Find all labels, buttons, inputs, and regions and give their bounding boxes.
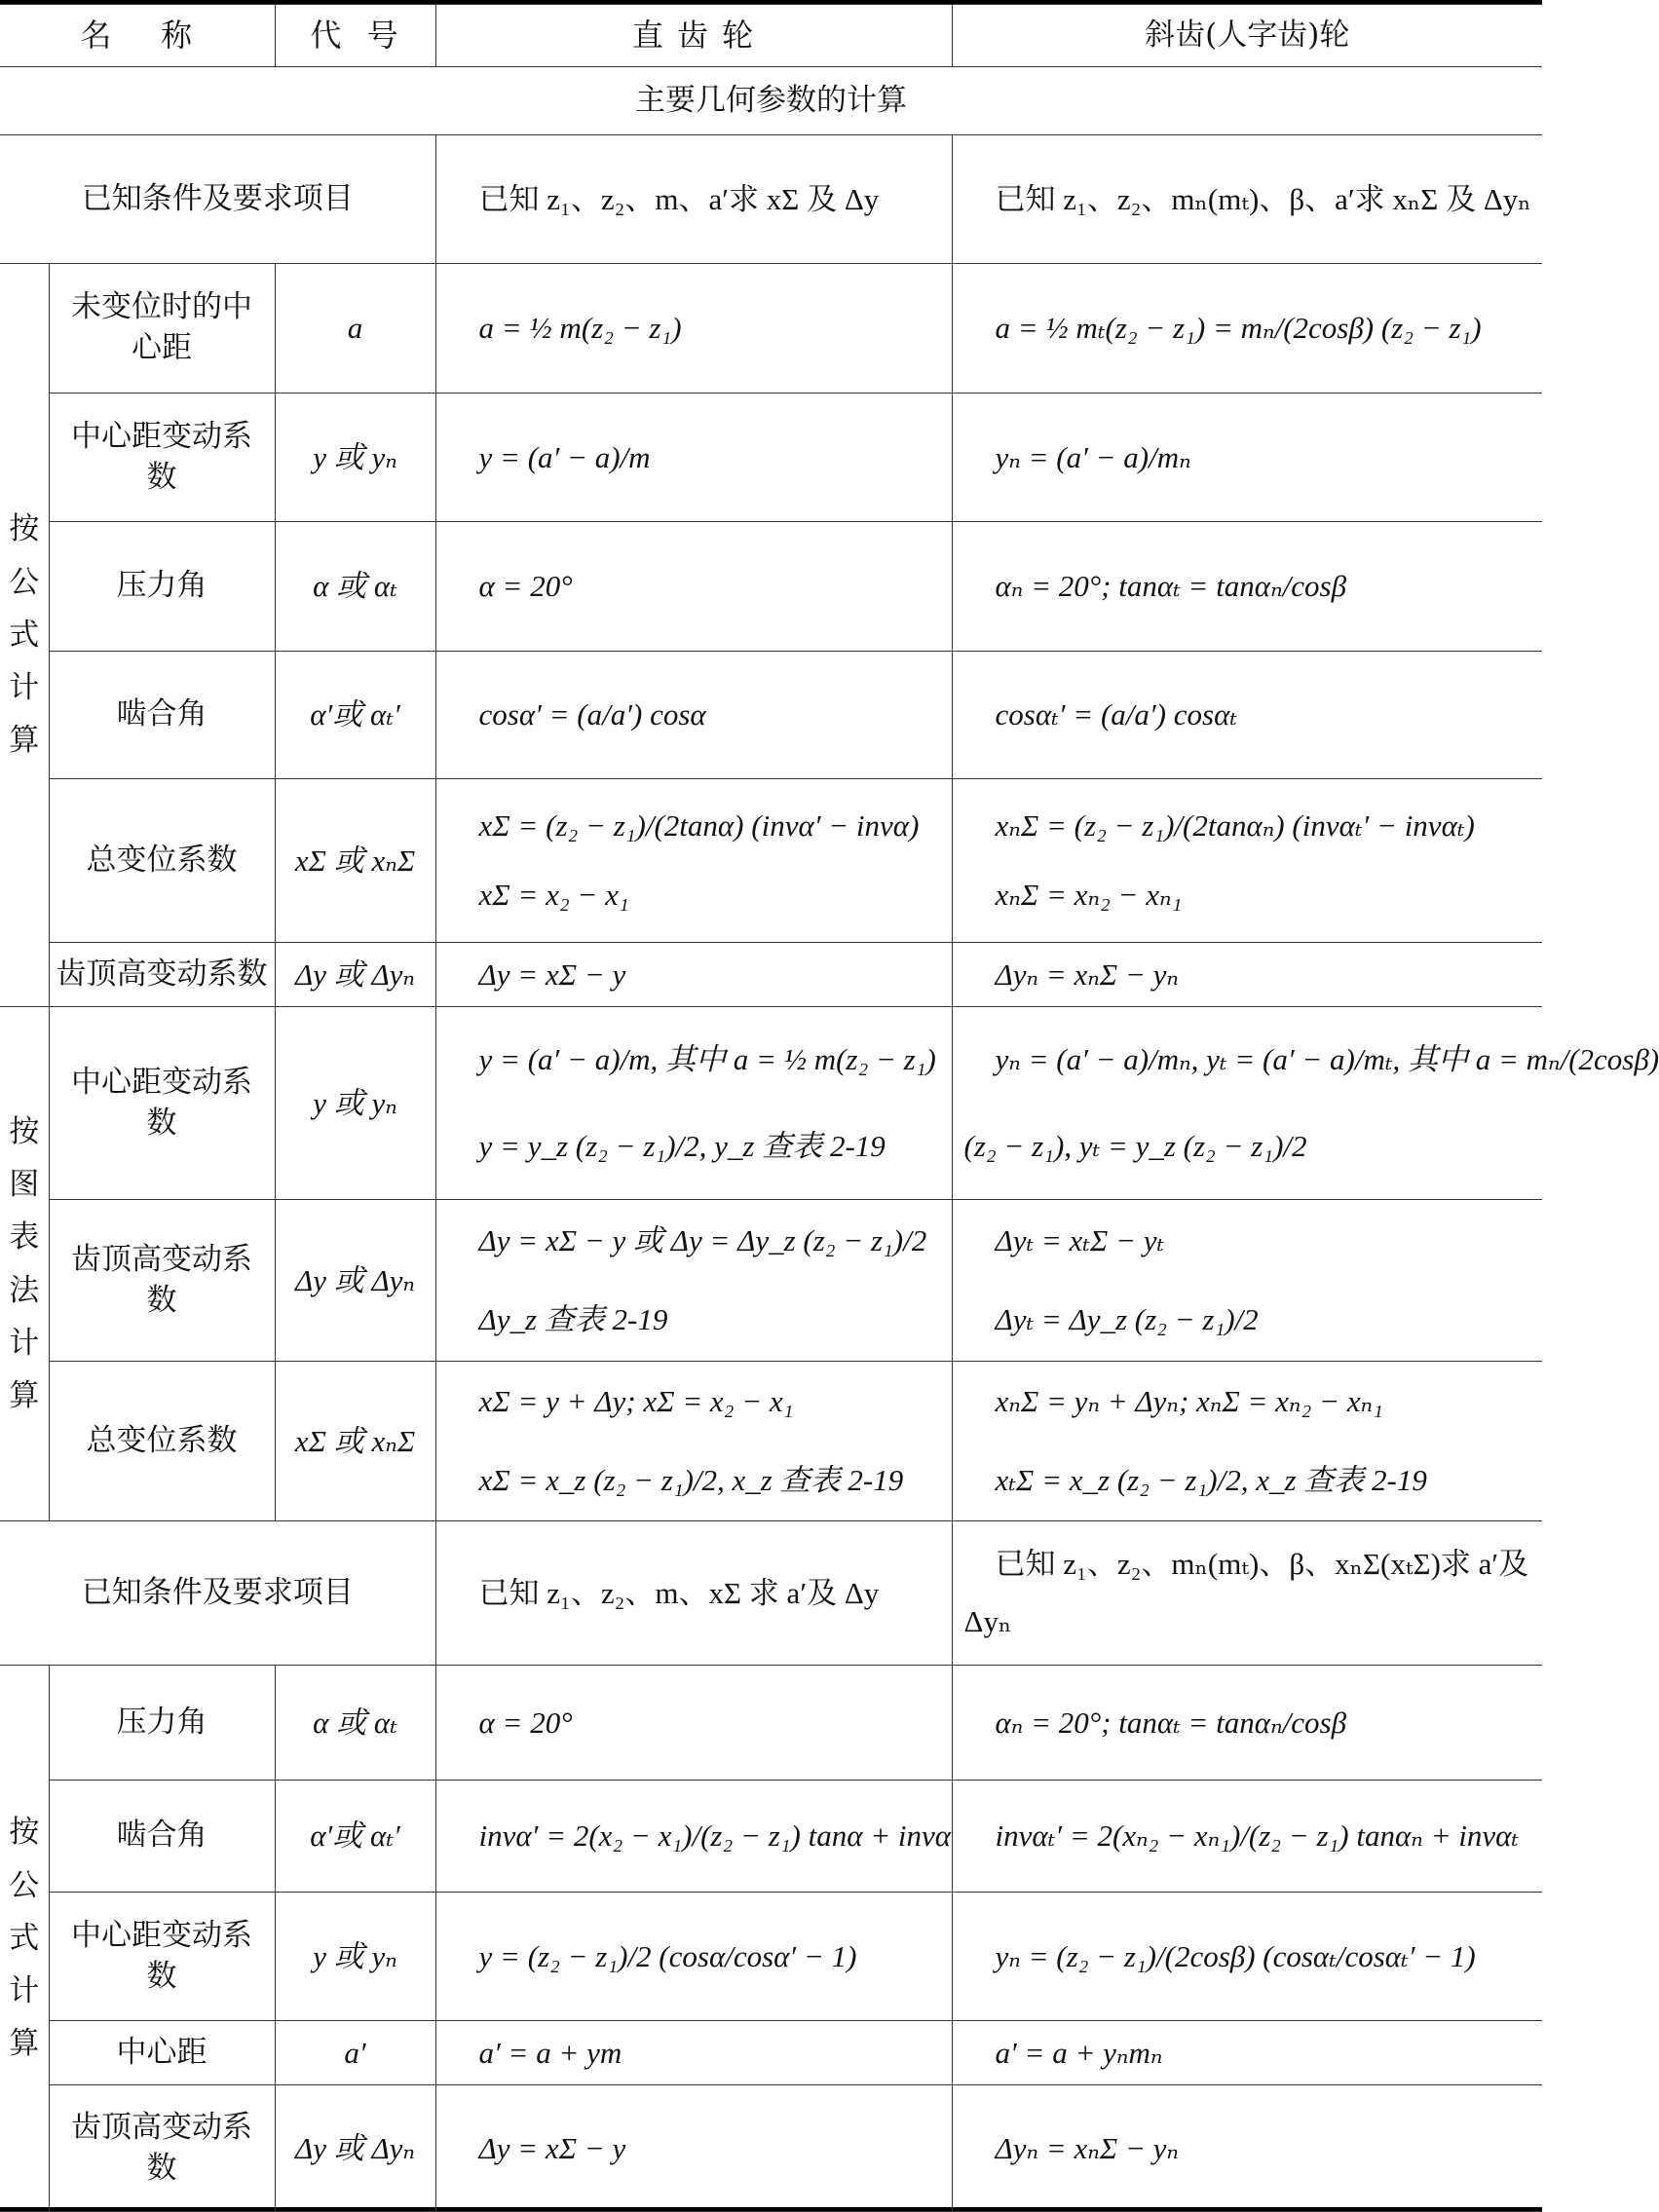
row-name: 压力角 [49,1666,275,1781]
row-name: 未变位时的中心距 [49,264,275,394]
row-name: 总变位系数 [49,779,275,943]
spur-formula-line: y = (a′ − a)/m, 其中 a = ½ m(z₂ − z₁) [478,1041,936,1076]
spur-formula-line: Δy_z 查表 2-19 [478,1301,668,1336]
spur-formula: y = (z₂ − z₁)/2 (cosα/cosα′ − 1) [435,1893,952,2021]
header-name: 名 称 [0,5,275,67]
section-title-row [0,67,1542,135]
row-name: 啮合角 [49,1781,275,1893]
row-code: α 或 αₜ [275,1666,435,1781]
spur-formula-line: xΣ = x_z (z₂ − z₁)/2, x_z 查表 2-19 [478,1462,904,1497]
group-chart [0,1007,49,1521]
group-chart-char: 法 [9,1272,40,1308]
row-code: a [275,264,435,394]
row-code: xΣ 或 xₙΣ [275,1362,435,1521]
table-row [0,1362,1542,1521]
known-b-helical-line: Δyₙ [963,1603,1012,1638]
helical-formula [952,1007,1659,1200]
header-spur: 直 齿 轮 [435,5,952,67]
row-code: Δy 或 Δyₙ [275,1200,435,1362]
spur-formula [435,1362,952,1521]
spur-formula [435,779,952,943]
spur-formula [435,1007,952,1200]
row-name: 中心距 [49,2021,275,2085]
spur-formula: α = 20° [435,1666,952,1781]
helical-formula: Δyₙ = xₙΣ − yₙ [952,2085,1542,2212]
header-helical: 斜齿(人字齿)轮 [952,5,1542,67]
helical-formula: Δyₙ = xₙΣ − yₙ [952,943,1542,1007]
group-chart-char: 计 [9,1325,40,1361]
known-row-b [0,1521,1542,1666]
group-formula-1-char: 计 [9,670,40,706]
helical-formula: yₙ = (z₂ − z₁)/(2cosβ) (cosαₜ/cosαₜ′ − 1) [952,1893,1542,2021]
group-formula-1-char: 算 [9,723,40,759]
known-row-a [0,135,1542,264]
helical-formula: αₙ = 20°; tanαₜ = tanαₙ/cosβ [952,522,1542,652]
row-name: 齿顶高变动系数 [49,1200,275,1362]
group-chart-char: 表 [9,1219,40,1256]
helical-formula: a′ = a + yₙmₙ [952,2021,1542,2085]
table-row [0,2021,1542,2085]
group-formula-1 [0,264,49,1007]
known-b-helical [952,1521,1542,1666]
known-a-spur: 已知 z₁、z₂、m、a′求 xΣ 及 Δy [435,135,952,264]
group-chart-char: 算 [9,1378,40,1413]
table-row [0,779,1542,943]
spur-formula-line: xΣ = (z₂ − z₁)/(2tanα) (invα′ − invα) [478,807,920,843]
helical-formula [952,779,1542,943]
spur-formula [435,1200,952,1362]
group-formula-2-char: 式 [9,1920,40,1956]
table-row [0,1893,1542,2021]
known-b-label: 已知条件及要求项目 [0,1521,435,1666]
table-row [0,1007,1542,1200]
row-code: a′ [275,2021,435,2085]
known-a-helical: 已知 z₁、z₂、mₙ(mₜ)、β、a′求 xₙΣ 及 Δyₙ [952,135,1542,264]
row-name: 中心距变动系数 [49,1007,275,1200]
table-row [0,652,1542,779]
group-formula-2-char: 算 [9,2026,40,2062]
helical-formula-line: xₙΣ = (z₂ − z₁)/(2tanαₙ) (invαₜ′ − invαₜ) [995,807,1475,843]
row-name: 啮合角 [49,652,275,779]
table-row [0,1200,1542,1362]
header-code: 代 号 [275,5,435,67]
spur-formula: Δy = xΣ − y [435,943,952,1007]
table-row [0,522,1542,652]
group-formula-2-char: 按 [9,1815,40,1851]
known-b-spur: 已知 z₁、z₂、m、xΣ 求 a′及 Δy [435,1521,952,1666]
spur-formula: a′ = a + ym [435,2021,952,2085]
group-formula-1-char: 式 [9,617,40,653]
section-title: 主要几何参数的计算 [0,67,1542,135]
group-formula-2-char: 公 [9,1867,40,1903]
spur-formula: cosα′ = (a/a′) cosα [435,652,952,779]
spur-formula: y = (a′ − a)/m [435,394,952,522]
group-formula-2 [0,1666,49,2212]
row-name: 齿顶高变动系数 [49,2085,275,2212]
row-code: y 或 yₙ [275,394,435,522]
row-code: Δy 或 Δyₙ [275,943,435,1007]
row-code: α′或 αₜ′ [275,652,435,779]
row-name: 总变位系数 [49,1362,275,1521]
row-code: y 或 yₙ [275,1893,435,2021]
helical-formula: yₙ = (a′ − a)/mₙ [952,394,1542,522]
helical-formula-line: (z₂ − z₁), yₜ = y_z (z₂ − z₁)/2 [963,1128,1307,1163]
table-row [0,264,1542,394]
spur-formula: a = ½ m(z₂ − z₁) [435,264,952,394]
gear-parameter-table [0,4,1659,2212]
spur-formula: invα′ = 2(x₂ − x₁)/(z₂ − z₁) tanα + invα [435,1781,952,1893]
helical-formula-line: Δyₜ = xₜΣ − yₜ [995,1222,1165,1257]
group-chart-char: 按 [9,1113,40,1149]
spur-formula: Δy = xΣ − y [435,2085,952,2212]
row-name: 压力角 [49,522,275,652]
row-name: 中心距变动系数 [49,1893,275,2021]
row-code: xΣ 或 xₙΣ [275,779,435,943]
spur-formula-line: y = y_z (z₂ − z₁)/2, y_z 查表 2-19 [478,1128,886,1163]
helical-formula-line: xₙΣ = yₙ + Δyₙ; xₙΣ = xₙ₂ − xₙ₁ [995,1383,1383,1418]
row-name: 中心距变动系数 [49,394,275,522]
helical-formula-line: yₙ = (a′ − a)/mₙ, yₜ = (a′ − a)/mₜ, 其中 a = mₙ/(2cosβ) [995,1041,1659,1076]
helical-formula: αₙ = 20°; tanαₜ = tanαₙ/cosβ [952,1666,1542,1781]
group-formula-2-char: 计 [9,1973,40,2009]
table-row [0,2085,1542,2212]
known-a-label: 已知条件及要求项目 [0,135,435,264]
helical-formula: invαₜ′ = 2(xₙ₂ − xₙ₁)/(z₂ − z₁) tanαₙ + invαₜ [952,1781,1542,1893]
row-code: α′或 αₜ′ [275,1781,435,1893]
table-row [0,943,1542,1007]
helical-formula [952,1200,1542,1362]
helical-formula-line: xₜΣ = x_z (z₂ − z₁)/2, x_z 查表 2-19 [995,1462,1427,1497]
helical-formula-line: Δyₜ = Δy_z (z₂ − z₁)/2 [995,1301,1259,1336]
helical-formula: cosαₜ′ = (a/a′) cosαₜ [952,652,1542,779]
helical-formula [952,1362,1542,1521]
spur-formula: α = 20° [435,522,952,652]
row-code: α 或 αₜ [275,522,435,652]
spur-formula-line: Δy = xΣ − y 或 Δy = Δy_z (z₂ − z₁)/2 [478,1222,927,1257]
row-name: 齿顶高变动系数 [49,943,275,1007]
group-formula-1-char: 公 [9,564,40,600]
table-row [0,1781,1542,1893]
table-row [0,394,1542,522]
header-row [0,5,1542,67]
known-b-helical-line: 已知 z₁、z₂、mₙ(mₜ)、β、xₙΣ(xₜΣ)求 a′及 [995,1546,1529,1581]
helical-formula: a = ½ mₜ(z₂ − z₁) = mₙ/(2cosβ) (z₂ − z₁) [952,264,1542,394]
row-code: y 或 yₙ [275,1007,435,1200]
helical-formula-line: xₙΣ = xₙ₂ − xₙ₁ [995,877,1183,912]
spur-formula-line: xΣ = x₂ − x₁ [478,877,629,912]
table-row [0,1666,1542,1781]
group-chart-char: 图 [9,1167,40,1202]
spur-formula-line: xΣ = y + Δy; xΣ = x₂ − x₁ [478,1383,794,1418]
row-code: Δy 或 Δyₙ [275,2085,435,2212]
group-formula-1-char: 按 [9,511,40,547]
